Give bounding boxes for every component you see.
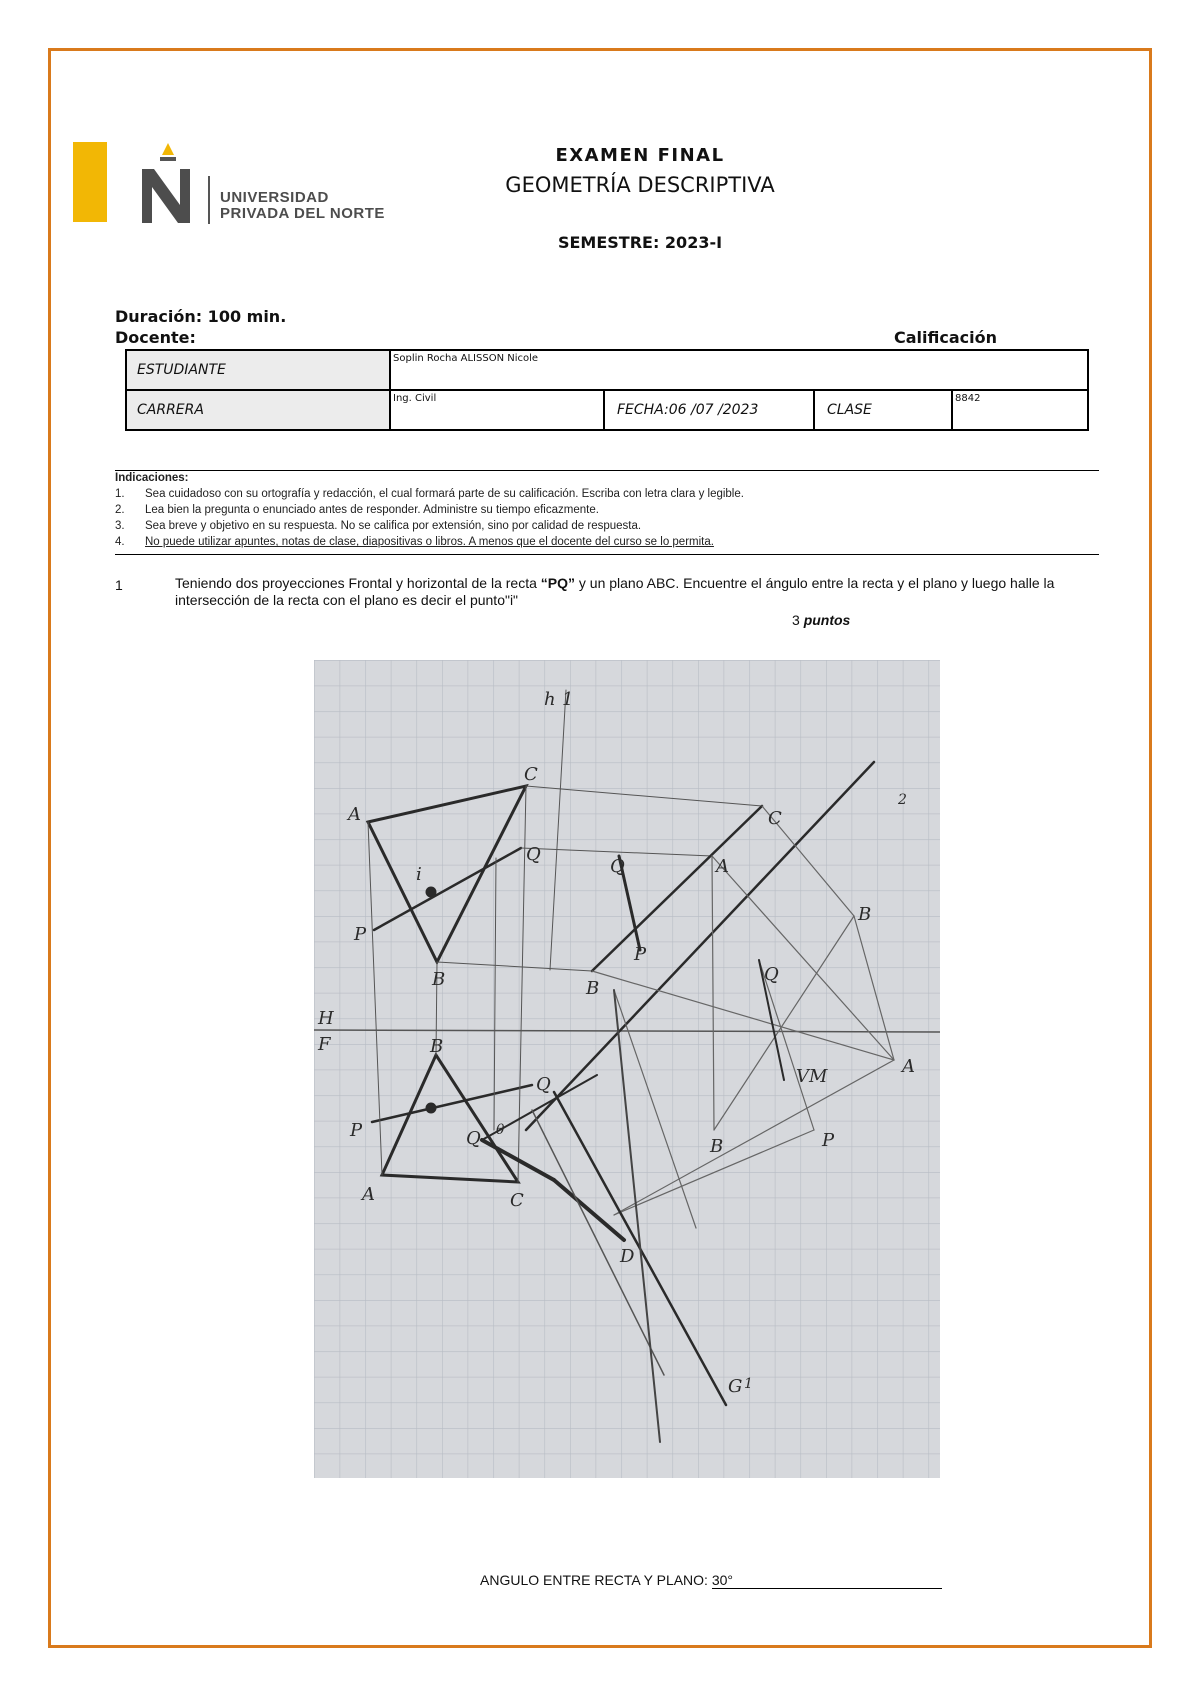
answer-label: ANGULO ENTRE RECTA Y PLANO:: [480, 1572, 708, 1588]
student-label: ESTUDIANTE: [126, 350, 390, 390]
points-number: 3: [792, 612, 800, 628]
drawing-label: F: [318, 1034, 331, 1055]
drawing-label: Q: [764, 964, 779, 985]
duration: Duración: 100 min.: [115, 307, 287, 326]
drawing-label: i: [416, 864, 422, 885]
student-value: Soplin Rocha ALISSON Nicole: [393, 353, 539, 364]
point-i-top: [426, 887, 436, 897]
question-text: [175, 575, 1100, 609]
drawing-label: B: [432, 969, 446, 990]
drawing-label: VM: [796, 1066, 828, 1087]
instruction-text: Lea bien la pregunta o enunciado antes de responder. Administre su tiempo eficazmente.: [145, 504, 599, 516]
drawing-label: A: [348, 804, 361, 825]
semester-value: 2023-I: [664, 233, 723, 252]
drawing-label: Q: [536, 1074, 551, 1095]
drawing-label: Q: [466, 1128, 481, 1149]
instruction-item: [115, 536, 1099, 548]
course-title: GEOMETRÍA DESCRIPTIVA: [505, 173, 775, 197]
question-points: [792, 612, 850, 628]
logo-divider: [208, 176, 210, 224]
drawing-label: D: [620, 1246, 635, 1267]
logo-text: [220, 190, 385, 222]
logo-line2: PRIVADA DEL NORTE: [220, 205, 385, 222]
instruction-item: [115, 504, 1099, 516]
table-row: [126, 390, 1088, 430]
drawing-label: G: [728, 1376, 743, 1397]
answer-line: [480, 1572, 942, 1589]
instruction-num: 4.: [115, 536, 125, 548]
drawing-label: C: [524, 764, 538, 785]
question-text-part2: y un plano ABC. Encuentre el ángulo entre la recta y el plano y luego halle la intersección de la recta con el plano es decir el punto"i": [175, 575, 1055, 608]
drawing-label: C: [768, 808, 782, 829]
instruction-text: Sea breve y objetivo en su respuesta. No se califica por extensión, sino por calidad de respuesta.: [145, 520, 642, 532]
hand-drawn-construction: [314, 660, 940, 1478]
instructions-heading: Indicaciones:: [115, 472, 189, 484]
points-word: puntos: [803, 612, 851, 628]
instruction-num: 1.: [115, 488, 125, 500]
drawing-label: P: [822, 1130, 835, 1151]
instruction-text: No puede utilizar apuntes, notas de clase, diapositivas o libros. A menos que el docente del curso se lo permita.: [145, 536, 714, 548]
instruction-num: 2.: [115, 504, 125, 516]
class-field[interactable]: [952, 390, 1088, 430]
answer-value: 30°: [711, 1572, 734, 1588]
student-field[interactable]: [390, 350, 1088, 390]
instruction-text: Sea cuidadoso con su ortografía y redacción, el cual formará parte de su calificación. Escriba con letra clara y legible.: [145, 488, 744, 500]
drawing-label: A: [902, 1056, 915, 1077]
drawing-label: A: [716, 856, 729, 877]
semester-label: SEMESTRE:: [557, 233, 660, 252]
teacher-label: Docente:: [115, 328, 196, 347]
semester: [520, 233, 760, 252]
drawing-label: B: [710, 1136, 724, 1157]
drawing-label: P: [354, 924, 367, 945]
question-number: 1: [115, 577, 123, 593]
class-value: 8842: [955, 393, 981, 404]
career-field[interactable]: [390, 390, 604, 430]
drawing-label: 1: [562, 689, 574, 710]
date-field[interactable]: FECHA:06 /07 /2023: [604, 390, 814, 430]
drawing-label: B: [586, 978, 600, 999]
drawing-label: P: [634, 944, 647, 965]
instructions-top-rule: [115, 470, 1099, 471]
logo-yellow-bar: [73, 142, 107, 222]
drawing-label: P: [350, 1120, 363, 1141]
instruction-num: 3.: [115, 520, 125, 532]
drawing-label: 1: [744, 1376, 753, 1392]
university-logo-icon: [140, 143, 196, 225]
question-text-bold: “PQ”: [540, 575, 575, 591]
drawing-label: h: [544, 689, 556, 710]
instruction-item: [115, 520, 1099, 532]
drawing-label: B: [858, 904, 872, 925]
career-value: Ing. Civil: [393, 393, 437, 404]
drawing-label: H: [318, 1008, 334, 1029]
drawing-label: 2: [898, 792, 907, 808]
drawing-label: θ: [496, 1122, 505, 1138]
instructions-bottom-rule: [115, 554, 1099, 555]
grade-label: Calificación: [894, 328, 997, 347]
drawing-label: A: [362, 1184, 375, 1205]
point-i-front: [426, 1103, 436, 1113]
logo-line1: UNIVERSIDAD: [220, 189, 329, 206]
drawing-label: Q: [526, 844, 541, 865]
table-row: [126, 350, 1088, 390]
career-label: CARRERA: [126, 390, 390, 430]
drawing-label: C: [510, 1190, 524, 1211]
exam-title: EXAMEN FINAL: [555, 145, 725, 166]
answer-field[interactable]: [712, 1572, 942, 1589]
instruction-item: [115, 488, 1099, 500]
drawing-label: B: [430, 1036, 444, 1057]
graph-paper-grid: [314, 660, 940, 1478]
student-info-table: [125, 349, 1089, 431]
question-text-part1: Teniendo dos proyecciones Frontal y horizontal de la recta: [175, 575, 541, 591]
drawing-label: Q: [610, 856, 625, 877]
class-label: CLASE: [814, 390, 952, 430]
